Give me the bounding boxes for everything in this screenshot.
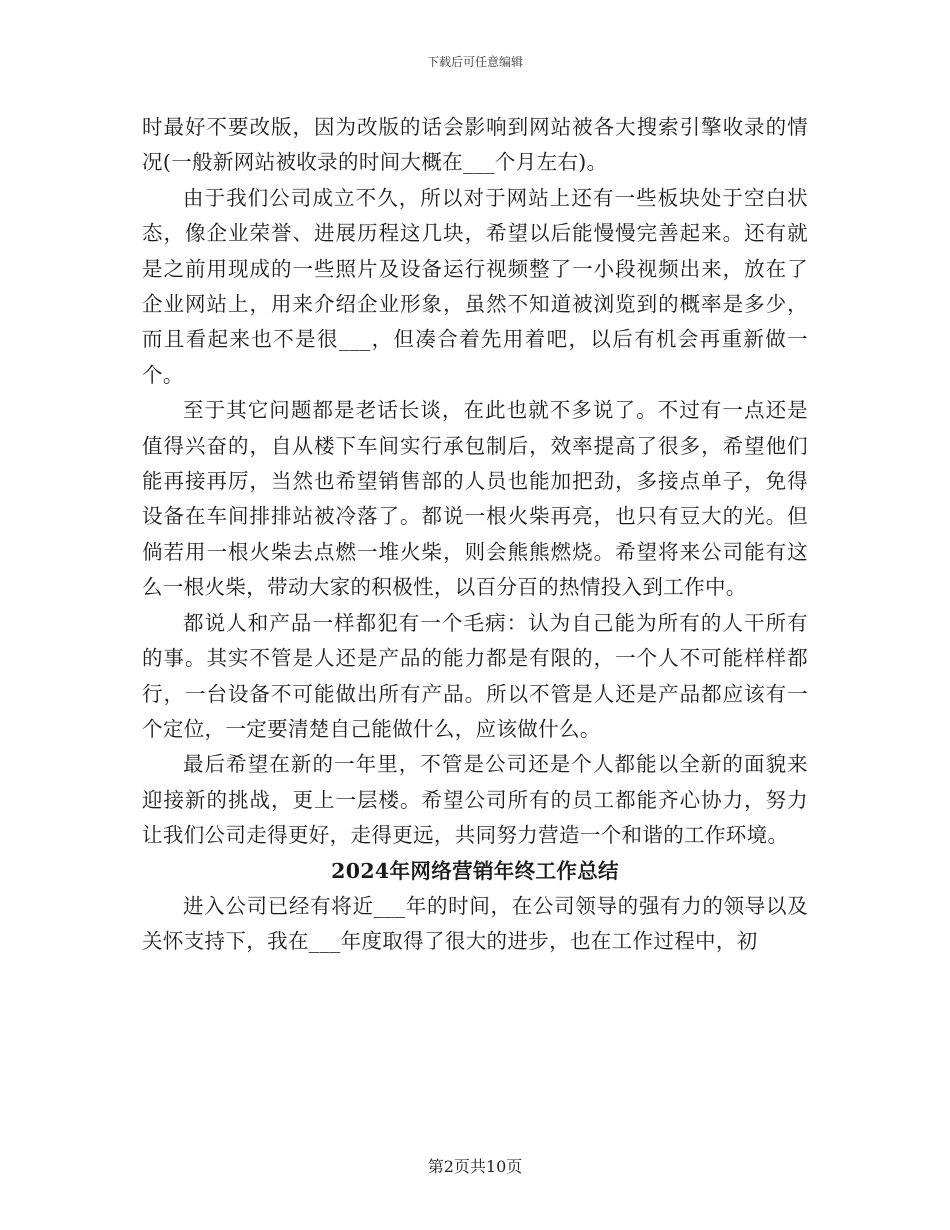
section-title: 2024年网络营销年终工作总结 bbox=[331, 858, 619, 883]
document-body bbox=[142, 110, 808, 960]
paragraph-new-year-hope: 最后希望在新的一年里，不管是公司还是个人都能以全新的面貌来迎接新的挑战，更上一层楼。希望公司所有的员工都能齐心协力，努力让我们公司走得更好，走得更远，共同努力营造一个和谐的工作环境。 bbox=[142, 752, 808, 848]
paragraph-other-issues: 至于其它问题都是老话长谈，在此也就不多说了。不过有一点还是值得兴奋的，自从楼下车间实行承包制后，效率提高了很多，希望他们能再接再厉，当然也希望销售部的人员也能加把劲，多接点单子，免得设备在车间排排站被冷落了。都说一根火柴再亮，也只有豆大的光。但倘若用一根火柴去点燃一堆火柴，则会熊熊燃烧。希望将来公司能有这么一根火柴，带动大家的积极性，以百分百的热情投入到工作中。 bbox=[142, 398, 808, 600]
paragraph-intro: 进入公司已经有将近___年的时间，在公司领导的强有力的领导以及关怀支持下，我在___年度取得了很大的进步，也在工作过程中，初 bbox=[142, 893, 808, 954]
paragraph-continued: 时最好不要改版，因为改版的话会影响到网站被各大搜索引擎收录的情况(一般新网站被收录的时间大概在___个月左右)。 bbox=[142, 115, 808, 175]
paragraph-positioning: 都说人和产品一样都犯有一个毛病：认为自己能为所有的人干所有的事。其实不管是人还是产品的能力都是有限的，一个人不可能样样都行，一台设备不可能做出所有产品。所以不管是人还是产品都应该有一个定位，一定要清楚自己能做什么，应该做什么。 bbox=[142, 610, 808, 741]
page-number: 第2页共10页 bbox=[427, 1157, 523, 1176]
paragraph-website-status: 由于我们公司成立不久，所以对于网站上还有一些板块处于空白状态，像企业荣誉、进展历程这几块，希望以后能慢慢完善起来。还有就是之前用现成的一些照片及设备运行视频整了一小段视频出来，放在了企业网站上，用来介绍企业形象，虽然不知道被浏览到的概率是多少，而且看起来也不是很___，但凑合着先用着吧，以后有机会再重新做一个。 bbox=[142, 185, 808, 387]
header-note: 下载后可任意编辑 bbox=[426, 55, 523, 69]
